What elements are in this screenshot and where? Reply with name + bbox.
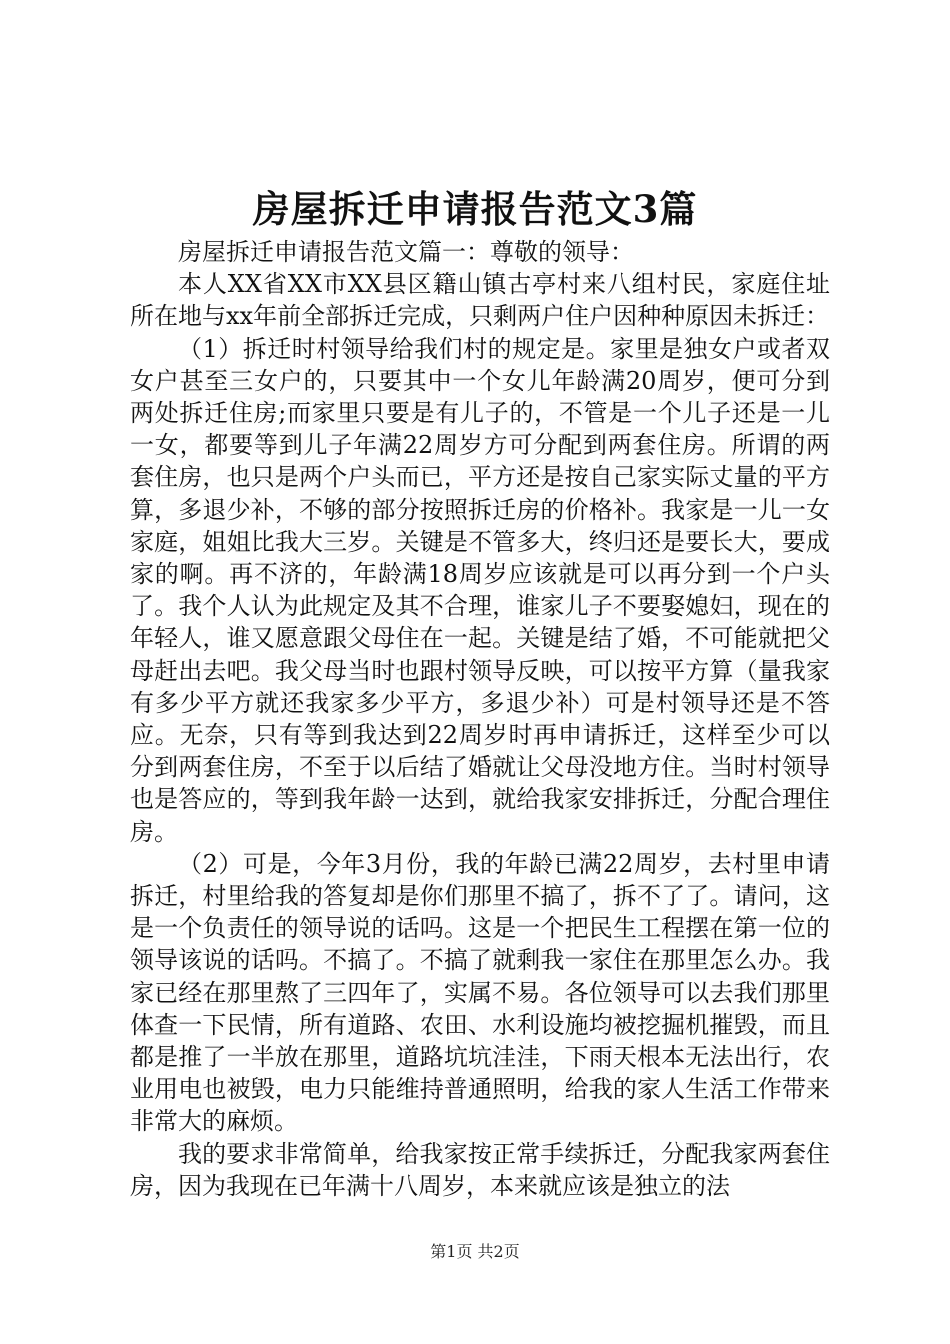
document-title: 房屋拆迁申请报告范文3篇 bbox=[252, 187, 698, 231]
paragraph-request: 我的要求非常简单，给我家按正常手续拆迁，分配我家两套住房，因为我现在已年满十八周岁，本来就应该是独立的法 bbox=[130, 1139, 830, 1200]
paragraph-point-2: （2）可是，今年3月份，我的年龄已满22周岁，去村里申请拆迁，村里给我的答复却是你们那里不搞了，拆不了了。请问，这是一个负责任的领导说的话吗。这是一个把民生工程摆在第一位的领导该说的话吗。不搞了。不搞了就剩我一家住在那里怎么办。我家已经在那里熬了三四年了，实属不易。各位领导可以去我们那里体查一下民情，所有道路、农田、水利设施均被挖掘机摧毁，而且都是推了一半放在那里，道路坑坑洼洼，下雨天根本无法出行，农业用电也被毁，电力只能维持普通照明，给我的家人生活工作带来非常大的麻烦。 bbox=[130, 849, 830, 1136]
page-number-footer: 第1页 共2页 bbox=[430, 1242, 520, 1261]
paragraph-introduction: 本人XX省XX市XX县区籍山镇古亭村来八组村民，家庭住址所在地与xx年前全部拆迁完成，只剩两户住户因种种原因未拆迁： bbox=[130, 270, 830, 331]
paragraph-salutation: 房屋拆迁申请报告范文篇一：尊敬的领导： bbox=[178, 238, 634, 266]
document-body bbox=[130, 236, 830, 1202]
paragraph-point-1: （1）拆迁时村领导给我们村的规定是。家里是独女户或者双女户甚至三女户的，只要其中一个女儿年龄满20周岁，便可分到两处拆迁住房;而家里只要是有儿子的，不管是一个儿子还是一儿一女，都要等到儿子年满22周岁方可分配到两套住房。所谓的两套住房，也只是两个户头而已，平方还是按自己家实际丈量的平方算，多退少补，不够的部分按照拆迁房的价格补。我家是一儿一女家庭，姐姐比我大三岁。关键是不管多大，终归还是要长大，要成家的啊。再不济的，年龄满18周岁应该就是可以再分到一个户头了。我个人认为此规定及其不合理，谁家儿子不要娶媳妇，现在的年轻人，谁又愿意跟父母住在一起。关键是结了婚，不可能就把父母赶出去吧。我父母当时也跟村领导反映，可以按平方算（量我家有多少平方就还我家多少平方，多退少补）可是村领导还是不答应。无奈，只有等到我达到22周岁时再申请拆迁，这样至少可以分到两套住房，不至于以后结了婚就让父母没地方住。当时村领导也是答应的，等到我年龄一达到，就给我家安排拆迁，分配合理住房。 bbox=[130, 334, 830, 846]
